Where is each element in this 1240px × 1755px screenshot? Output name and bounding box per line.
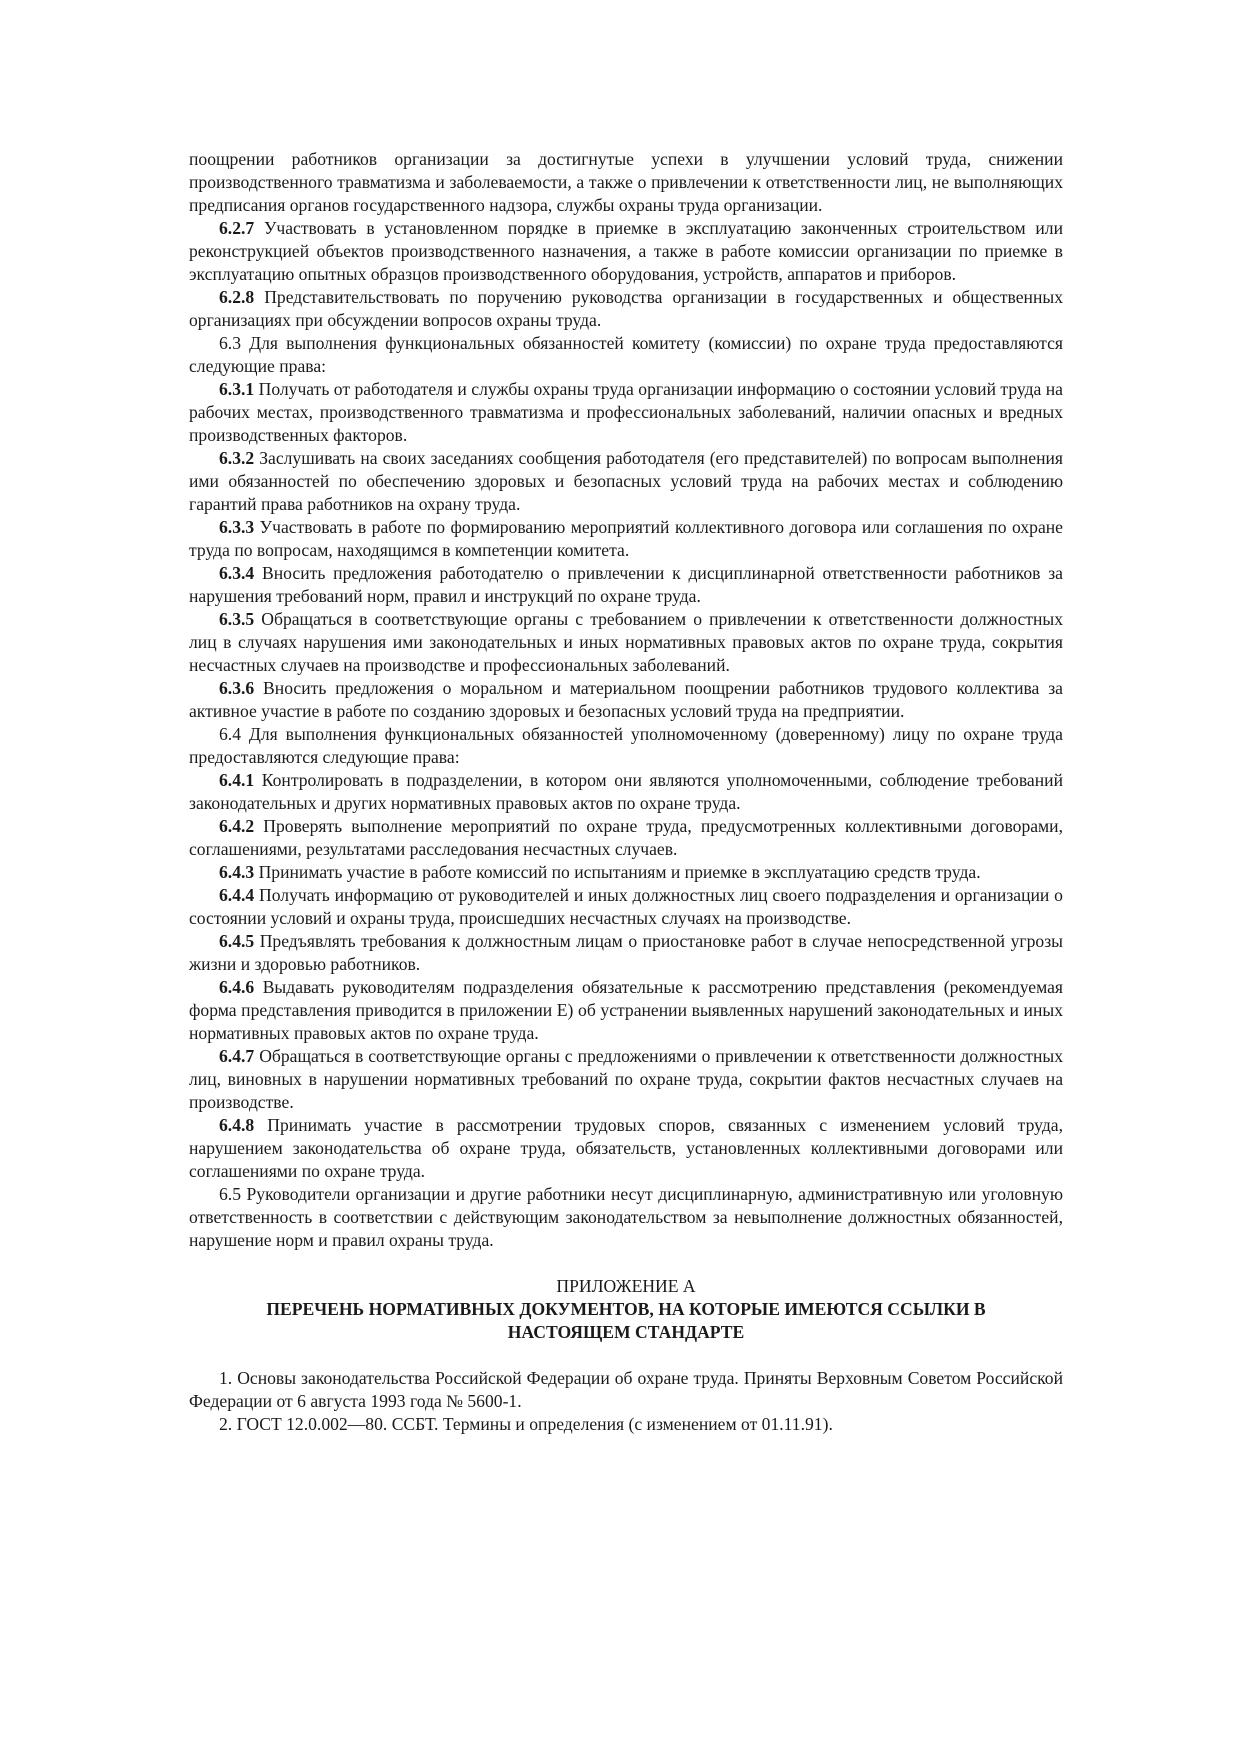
paragraph-item (189, 976, 1063, 1045)
paragraph-number: 6.4.5 (219, 931, 255, 951)
paragraph-number: 6.2.7 (219, 218, 255, 238)
paragraph-number: 6.4.7 (219, 1046, 255, 1066)
paragraph-text: Получать информацию от руководителей и иных должностных лиц своего подразделения и организации о состоянии условий и охраны труда, происшедших несчастных случаях на производстве. (189, 885, 1063, 928)
paragraph-text: Участвовать в работе по формированию мероприятий коллективного договора или соглашения по охране труда по вопросам, находящимся в компетенции комитета. (189, 517, 1063, 560)
numbered-paragraphs (189, 217, 1063, 1252)
paragraph-number: 6.2.8 (219, 287, 255, 307)
paragraph-text: Получать от работодателя и службы охраны труда организации информацию о состоянии условий труда на рабочих местах, производственного травматизма и профессиональных заболеваний, наличии опасных и вредных производственных факторов. (189, 379, 1063, 445)
paragraph-text: 6.3 Для выполнения функциональных обязанностей комитету (комиссии) по охране труда предоставляются следующие права: (189, 333, 1063, 376)
paragraph-item (189, 1183, 1063, 1252)
paragraph-item (189, 1045, 1063, 1114)
paragraph-item (189, 1114, 1063, 1183)
paragraph-number: 6.3.1 (219, 379, 255, 399)
paragraph-number: 6.4.1 (219, 770, 255, 790)
paragraph-number: 6.3.4 (219, 563, 255, 583)
paragraph-text: Вносить предложения о моральном и материальном поощрении работников трудового коллектива за активное участие в работе по созданию здоровых и безопасных условий труда на предприятии. (189, 678, 1063, 721)
paragraph-number: 6.3.5 (219, 609, 255, 629)
appendix-a (189, 1275, 1063, 1344)
paragraph-text: Обращаться в соответствующие органы с требованием о привлечении к ответственности должностных лиц в случаях нарушения ими законодательных и иных нормативных правовых актов по охране труда, сокрытия несчастных случаев на производстве и профессиональных заболеваний. (189, 609, 1063, 675)
paragraph-text: Представительствовать по поручению руководства организации в государственных и общественных организациях при обсуждении вопросов охраны труда. (189, 287, 1063, 330)
paragraph-item (189, 815, 1063, 861)
paragraph-number: 6.4.6 (219, 977, 255, 997)
paragraph-text: Заслушивать на своих заседаниях сообщения работодателя (его представителей) по вопросам выполнения ими обязанностей по обеспечению здоровых и безопасных условий труда на рабочих местах и соблюдению гарантий права работников на охрану труда. (189, 448, 1064, 514)
reference-item: 1. Основы законодательства Российской Федерации об охране труда. Приняты Верховным Советом Российской Федерации от 6 августа 1993 года № 5600-1. (189, 1368, 1063, 1411)
reference-item: 2. ГОСТ 12.0.002—80. ССБТ. Термины и определения (с изменением от 01.11.91). (219, 1414, 833, 1434)
document-page (189, 148, 1063, 1436)
paragraph-text: Обращаться в соответствующие органы с предложениями о привлечении к ответственности должностных лиц, виновных в нарушении нормативных требований по охране труда, сокрытии фактов несчастных случаев на производстве. (189, 1046, 1063, 1112)
paragraph-item (189, 562, 1063, 608)
paragraph-item (189, 378, 1063, 447)
paragraph-text: Принимать участие в рассмотрении трудовых споров, связанных с изменением условий труда, нарушением законодательства об охране труда, обязательств, установленных коллективными договорами или соглашениями по охране труда. (189, 1115, 1063, 1181)
paragraph-item (189, 861, 1063, 884)
paragraph-text: Участвовать в установленном порядке в приемке в эксплуатацию законченных строительством или реконструкцией объектов производственного назначения, а также в работе комиссии организации по приемке в эксплуатацию опытных образцов производственного оборудования, устройств, аппаратов и приборов. (189, 218, 1063, 284)
paragraph-text: 6.4 Для выполнения функциональных обязанностей уполномоченному (доверенному) лицу по охране труда предоставляются следующие права: (189, 724, 1063, 767)
paragraph-item (189, 723, 1063, 769)
paragraph-text: Проверять выполнение мероприятий по охране труда, предусмотренных коллективными договорами, соглашениями, результатами расследования несчастных случаев. (189, 816, 1063, 859)
reference-list (189, 1367, 1063, 1436)
paragraph-item (189, 608, 1063, 677)
paragraph-item (189, 884, 1063, 930)
paragraph-item (189, 286, 1063, 332)
paragraph-number: 6.4.3 (219, 862, 255, 882)
paragraph-item (189, 516, 1063, 562)
paragraph-text: Контролировать в подразделении, в котором они являются уполномоченными, соблюдение требований законодательных и других нормативных правовых актов по охране труда. (189, 770, 1063, 813)
paragraph-item (189, 677, 1063, 723)
paragraph-item (189, 769, 1063, 815)
paragraph-number: 6.4.4 (219, 885, 255, 905)
paragraph-item (189, 332, 1063, 378)
paragraph-number: 6.3.3 (219, 517, 255, 537)
continuation-paragraph: поощрении работников организации за достигнутые успехи в улучшении условий труда, снижении производственного травматизма и заболеваемости, а также о привлечении к ответственности лиц, не выполняющих предписания органов государственного надзора, службы охраны труда организации. (189, 149, 1063, 215)
paragraph-text: Предъявлять требования к должностным лицам о приостановке работ в случае непосредственной угрозы жизни и здоровью работников. (189, 931, 1063, 974)
paragraph-text: Принимать участие в работе комиссий по испытаниям и приемке в эксплуатацию средств труда. (258, 862, 981, 882)
paragraph-number: 6.4.2 (219, 816, 255, 836)
paragraph-text: 6.5 Руководители организации и другие работники несут дисциплинарную, административную или уголовную ответственность в соответствии с действующим законодательством за невыполнение должностных обязанностей, нарушение норм и правил охраны труда. (189, 1184, 1063, 1250)
paragraph-text: Выдавать руководителям подразделения обязательные к рассмотрению представления (рекомендуемая форма представления приводится в приложении Е) об устранении выявленных нарушений законодательных и иных нормативных правовых актов по охране труда. (189, 977, 1063, 1043)
paragraph-number: 6.3.6 (219, 678, 255, 698)
paragraph-item (189, 930, 1063, 976)
paragraph-number: 6.4.8 (219, 1115, 255, 1135)
appendix-title: ПЕРЕЧЕНЬ НОРМАТИВНЫХ ДОКУМЕНТОВ, НА КОТОРЫЕ ИМЕЮТСЯ ССЫЛКИ В НАСТОЯЩЕМ СТАНДАРТЕ (266, 1299, 986, 1342)
paragraph-item (189, 447, 1063, 516)
paragraph-text: Вносить предложения работодателю о привлечении к дисциплинарной ответственности работников за нарушения требований норм, правил и инструкций по охране труда. (189, 563, 1063, 606)
paragraph-item (189, 217, 1063, 286)
appendix-label: ПРИЛОЖЕНИЕ А (556, 1276, 696, 1296)
paragraph-number: 6.3.2 (219, 448, 255, 468)
